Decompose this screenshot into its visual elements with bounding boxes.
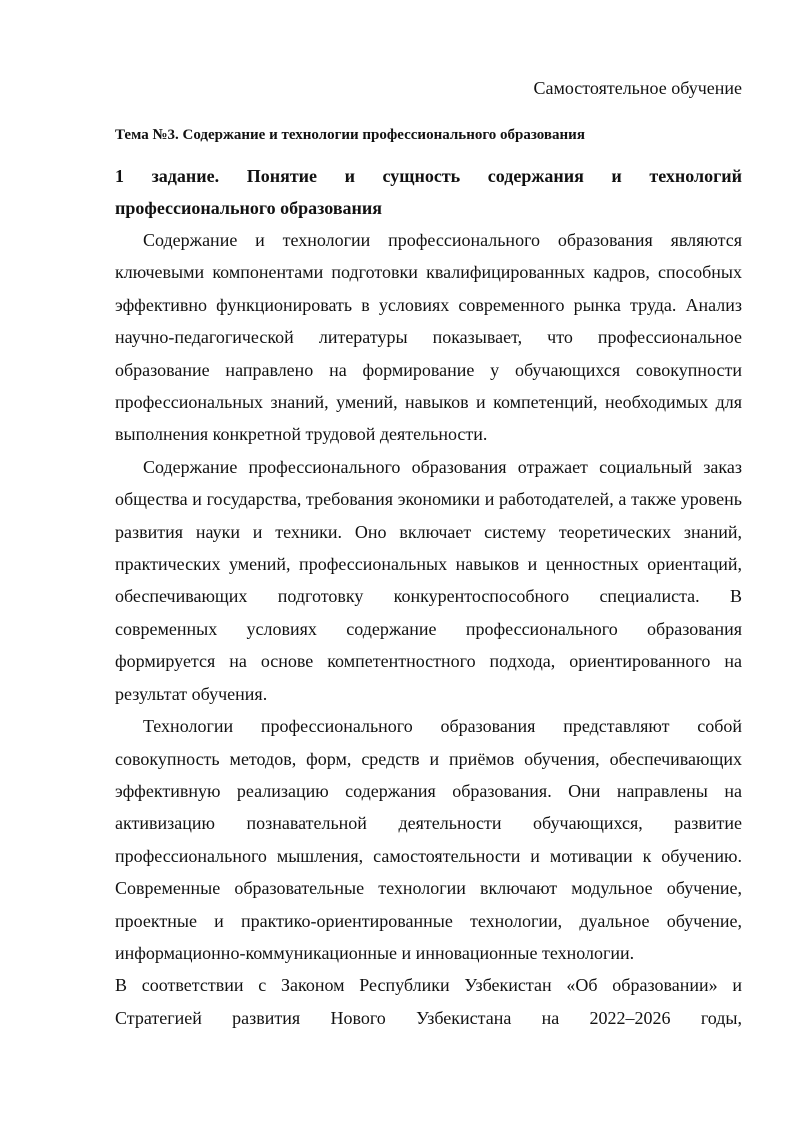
paragraph-2: Содержание профессионального образования отражает социальный заказ общества и государства, требования экономики и работодателей, а также уровень развития науки и техники. Оно включает систему теоретических знаний, практических умений, профессиональных навыков и ценностных ориентаций, обеспечивающих подготовку конкурентоспособного специалиста. В современных условиях содержание профессионального образования формируется на основе компетентностного подхода, ориентированного на результат обучения.: [115, 456, 742, 704]
task-heading: 1 задание. Понятие и сущность содержания и технологий профессионального образования: [115, 166, 742, 218]
topic-title: Тема №3. Содержание и технологии профессионального образования: [115, 127, 585, 143]
paragraph-1: Содержание и технологии профессионального образования являются ключевыми компонентами подготовки квалифицированных кадров, способных эффективно функционировать в условиях современного рынка труда. Анализ научно-педагогической литературы показывает, что профессиональное образование направлено на формирование у обучающихся совокупности профессиональных знаний, умений, навыков и компетенций, необходимых для выполнения конкретной трудовой деятельности.: [115, 230, 742, 445]
running-header: Самостоятельное обучение: [533, 78, 742, 98]
page-content: [115, 74, 742, 1034]
paragraph-4: В соответствии с Законом Республики Узбекистан «Об образовании» и Стратегией развития Нового Узбекистана на 2022–2026 годы,: [115, 975, 742, 1028]
paragraph-3: Технологии профессионального образования представляют собой совокупность методов, форм, средств и приёмов обучения, обеспечивающих эффективную реализацию содержания образования. Они направлены на активизацию познавательной деятельности обучающихся, развитие профессионального мышления, самостоятельности и мотивации к обучению. Современные образовательные технологии включают модульное обучение, проектные и практико-ориентированные технологии, дуальное обучение, информационно-коммуникационные и инновационные технологии.: [115, 716, 742, 963]
